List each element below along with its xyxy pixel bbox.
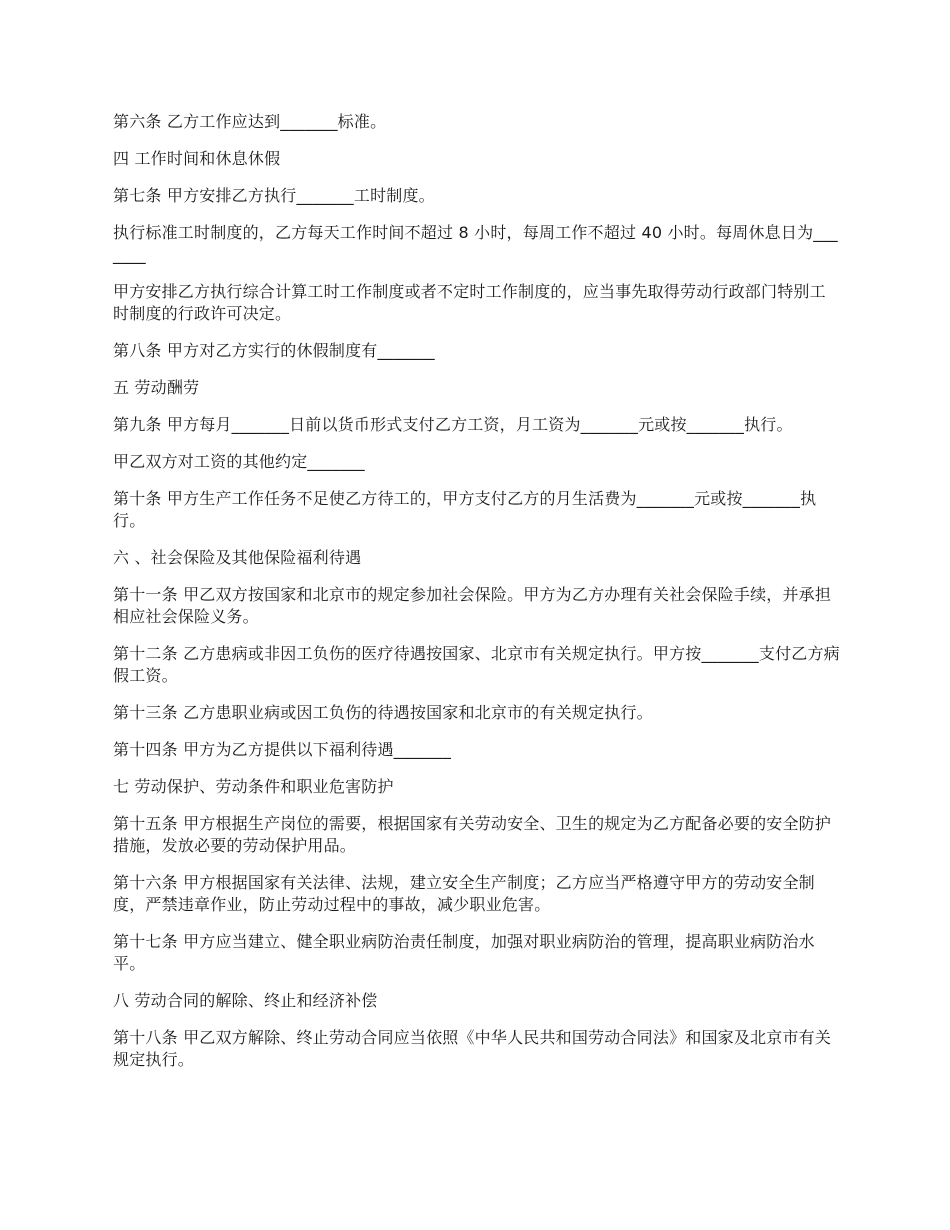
article-18-paragraph: 第十八条 甲乙双方解除、终止劳动合同应当依照《中华人民共和国劳动合同法》和国家及北京市有关规定执行。 xyxy=(113,1028,832,1069)
section-4-heading: 四 工作时间和休息休假 xyxy=(113,149,281,168)
article-9-paragraph: 第九条 甲方每月_______日前以货币形式支付乙方工资，月工资为_______元或按_______执行。 xyxy=(113,415,793,434)
special-hours-paragraph: 甲方安排乙方执行综合计算工时工作制度或者不定时工作制度的，应当事先取得劳动行政部门特别工时制度的行政许可决定。 xyxy=(113,282,826,323)
article-14-paragraph: 第十四条 甲方为乙方提供以下福利待遇_______ xyxy=(113,740,452,759)
article-6-paragraph: 第六条 乙方工作应达到_______标准。 xyxy=(113,112,387,131)
section-8-heading: 八 劳动合同的解除、终止和经济补偿 xyxy=(113,991,378,1010)
article-7-paragraph: 第七条 甲方安排乙方执行_______工时制度。 xyxy=(113,186,435,205)
article-13-paragraph: 第十三条 乙方患职业病或因工负伤的待遇按国家和北京市的有关规定执行。 xyxy=(113,703,653,722)
article-12-paragraph: 第十二条 乙方患病或非因工负伤的医疗待遇按国家、北京市有关规定执行。甲方按_______支付乙方病假工资。 xyxy=(113,644,840,685)
section-7-heading: 七 劳动保护、劳动条件和职业危害防护 xyxy=(113,777,394,796)
article-17-paragraph: 第十七条 甲方应当建立、健全职业病防治责任制度，加强对职业病防治的管理，提高职业病防治水平。 xyxy=(113,932,815,973)
article-8-paragraph: 第八条 甲方对乙方实行的休假制度有_______ xyxy=(113,341,435,360)
article-16-paragraph: 第十六条 甲方根据国家有关法律、法规，建立安全生产制度；乙方应当严格遵守甲方的劳动安全制度，严禁违章作业，防止劳动过程中的事故，减少职业危害。 xyxy=(113,873,815,914)
section-5-heading: 五 劳动酬劳 xyxy=(113,378,200,397)
section-6-heading: 六 、社会保险及其他保险福利待遇 xyxy=(113,548,362,567)
wage-other-agreement-paragraph: 甲乙双方对工资的其他约定_______ xyxy=(113,452,365,471)
standard-hours-paragraph: 执行标准工时制度的，乙方每天工作时间不超过 8 小时，每周工作不超过 40 小时。每周休息日为_______ xyxy=(113,223,838,264)
article-11-paragraph: 第十一条 甲乙双方按国家和北京市的规定参加社会保险。甲方为乙方办理有关社会保险手续，并承担相应社会保险义务。 xyxy=(113,585,832,626)
document-body xyxy=(113,111,841,1086)
article-15-paragraph: 第十五条 甲方根据生产岗位的需要，根据国家有关劳动安全、卫生的规定为乙方配备必要的安全防护措施，发放必要的劳动保护用品。 xyxy=(113,814,832,855)
article-10-paragraph: 第十条 甲方生产工作任务不足使乙方待工的，甲方支付乙方的月生活费为_______元或按_______执行。 xyxy=(113,489,817,530)
